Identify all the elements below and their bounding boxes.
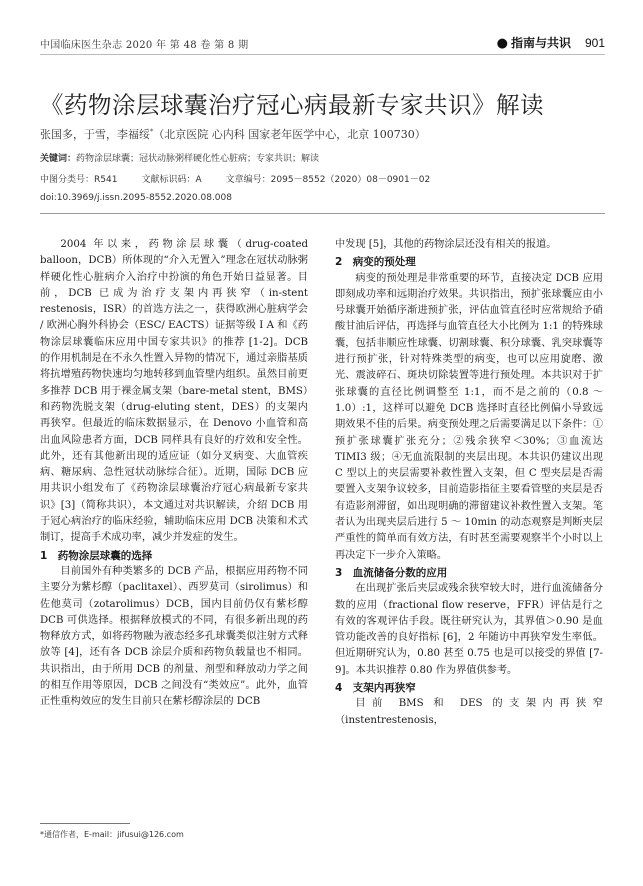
doi: doi:10.3969/j.issn.2095-8552.2020.08.008: [40, 193, 232, 203]
section-label: 指南与共识: [510, 36, 571, 50]
column-left: [40, 237, 308, 711]
article-no-label: 文章编号：: [225, 175, 271, 185]
doc-code-value: A: [195, 175, 202, 185]
section-header: [497, 34, 605, 51]
intro-paragraph: 2004 年以来，药物涂层球囊（drug-coated balloon，DCB）所体现的“介入无置入”理念在冠状动脉粥样硬化性心脏病介入治疗中扮演的角色开始日益显著。目前，DCB 已成为治疗支架内再狭窄（in-stent restenosis，ISR）的首选方法之一，获得欧洲心脏病学会 / 欧洲心胸外科协会（ESC/ EACTS）证据等级 I A 和《药物涂层球囊临床应用中国专家共识》的推荐 [1-2]。DCB 的作用机制是在不永久性置入异物的情况下，通过亲脂基质将抗增殖药物快速均匀地转移到血管壁内组织。虽然目前更多推荐 DCB 用于裸金属支架（bare-metal stent，BMS）和药物洗脱支架（drug-eluting stent，DES）的支架内再狭窄。但最近的临床数据显示，在 Denovo 小血管和高出血风险患者方面，DCB 同样具有良好的疗效和安全性。此外，还有其他新出现的适应证（如分叉病变、大血管疾病、糖尿病、急性冠状动脉综合征）。近期，国际 DCB 应用共识小组发布了《药物涂层球囊治疗冠心病最新专家共识》[3]（简称共识），本文通过对共识解读，介绍 DCB 用于冠心病治疗的临床经验，辅助临床应用 DCB 决策和术式制订，提高手术成功率，减少并发症的发生。: [40, 239, 308, 544]
classification-line: [40, 172, 430, 185]
keywords: 药物涂层球囊；冠状动脉粥样硬化性心脏病；专家共识；解读: [76, 154, 320, 164]
journal-running-head: 中国临床医生杂志 2020 年 第 48 卷 第 8 期: [40, 40, 249, 51]
section-1-paragraph: 目前国外有种类繁多的 DCB 产品，根据应用药物不同主要分为紫杉醇（paclitaxel）、西罗莫司（sirolimus）和佐他莫司（zotarolimus）DCB，国内目前仍仅有紫杉醇 DCB 可供选择。根据释放模式的不同，有很多新出现的药物释放方式，如将药物融为液态经多孔球囊类似注射方式释放等 [4]，还有各 DCB 涂层介质和药物负载量也不相同。共识指出，由于所用 DCB 的剂量、剂型和释放动力学之间的相互作用等原因，DCB 之间没有“类效应”。此外，血管正性重构效应的发生目前只在紫杉醇涂层的 DCB: [40, 565, 308, 708]
author-line: [40, 126, 426, 142]
authors: 张国多，于雪，李福绥: [40, 128, 150, 141]
article-title: 《药物涂层球囊治疗冠心病最新专家共识》解读: [40, 91, 544, 119]
section-4-heading: 4 支架内再狭窄: [335, 682, 416, 695]
affiliation: （北京医院 心内科 国家老年医学中心，北京 100730）: [153, 128, 426, 141]
page-number: 901: [584, 36, 605, 50]
section-3-heading: 3 血流储备分数的应用: [335, 566, 448, 579]
bullet-icon: ●: [496, 36, 508, 51]
footnote-rule: [40, 823, 130, 824]
abstract-rule: [40, 213, 605, 214]
keywords-label: 关键词：: [40, 154, 77, 164]
column-right: [335, 237, 603, 729]
clc-value: R541: [94, 175, 118, 185]
section-1-heading: 1 药物涂层球囊的选择: [40, 549, 153, 562]
section-2-paragraph: 病变的预处理是非常重要的环节，直接决定 DCB 应用即刻成功率和远期治疗效果。共识指出，预扩张球囊应由小号球囊开始循序渐进预扩张，评估血管直径时应常规给予硝酸甘油后评估，再选择与血管直径大小比例为 1:1 的特殊球囊，包括非顺应性球囊、切割球囊、积分球囊、乳突球囊等进行预扩张，针对特殊类型的病变，也可以应用旋磨、激光、震波碎石、斑块切除装置等进行预处理。本共识对于扩张球囊的直径比例调整至 1:1，而不是之前的（0.8 ～ 1.0）:1，这样可以避免 DCB 选择时直径比例偏小导致远期效果不佳的后果。病变预处理之后需要满足以下条件：①预扩张球囊扩张充分；②残余狭窄＜30%；③血流达 TIMI3 级；④无血流限制的夹层出现。本共识仍建议出现 C 型以上的夹层需要补救性置入支架，但 C 型夹层是否需要置入支架争议较多，目前造影指征主要看管壁的夹层是否有造影剂滞留，如出现明确的滞留建议补救性置入支架。笔者认为出现夹层后进行 5 ～ 10min 的动态观察是判断夹层严重性的简单而有效方法，有时甚至需要观察半个小时以上再决定下一步介入策略。: [335, 272, 603, 561]
doc-code-label: 文献标识码：: [141, 175, 196, 185]
keywords-line: [40, 151, 319, 164]
section-2-heading: 2 病变的预处理: [335, 256, 416, 269]
clc-label: 中图分类号：: [40, 175, 95, 185]
header-rule: [40, 54, 605, 55]
article-no-value: 2095－8552（2020）08－0901－02: [270, 175, 431, 185]
section-4-paragraph: 目前 BMS 和 DES 的支架内再狭窄（instentrestenosis，: [335, 698, 603, 726]
continued-paragraph: 中发现 [5]，其他的药物涂层还没有相关的报道。: [335, 239, 557, 250]
footnote: *通信作者，E-mail：jifusui@126.com: [40, 830, 184, 839]
corresponding-mark: *: [150, 127, 154, 136]
section-3-paragraph: 在出现扩张后夹层或残余狭窄较大时，进行血流储备分数的应用（fractional flow reserve，FFR）评估是行之有效的客观评估手段。既往研究认为，其界值＞0.90 是血管功能改善的良好指标 [6]，2 年随访中再狭窄发生率低。但近期研究认为，0.80 甚至 0.75 也是可以接受的界值 [7-9]。本共识推荐 0.80 作为界值供参考。: [335, 583, 603, 676]
